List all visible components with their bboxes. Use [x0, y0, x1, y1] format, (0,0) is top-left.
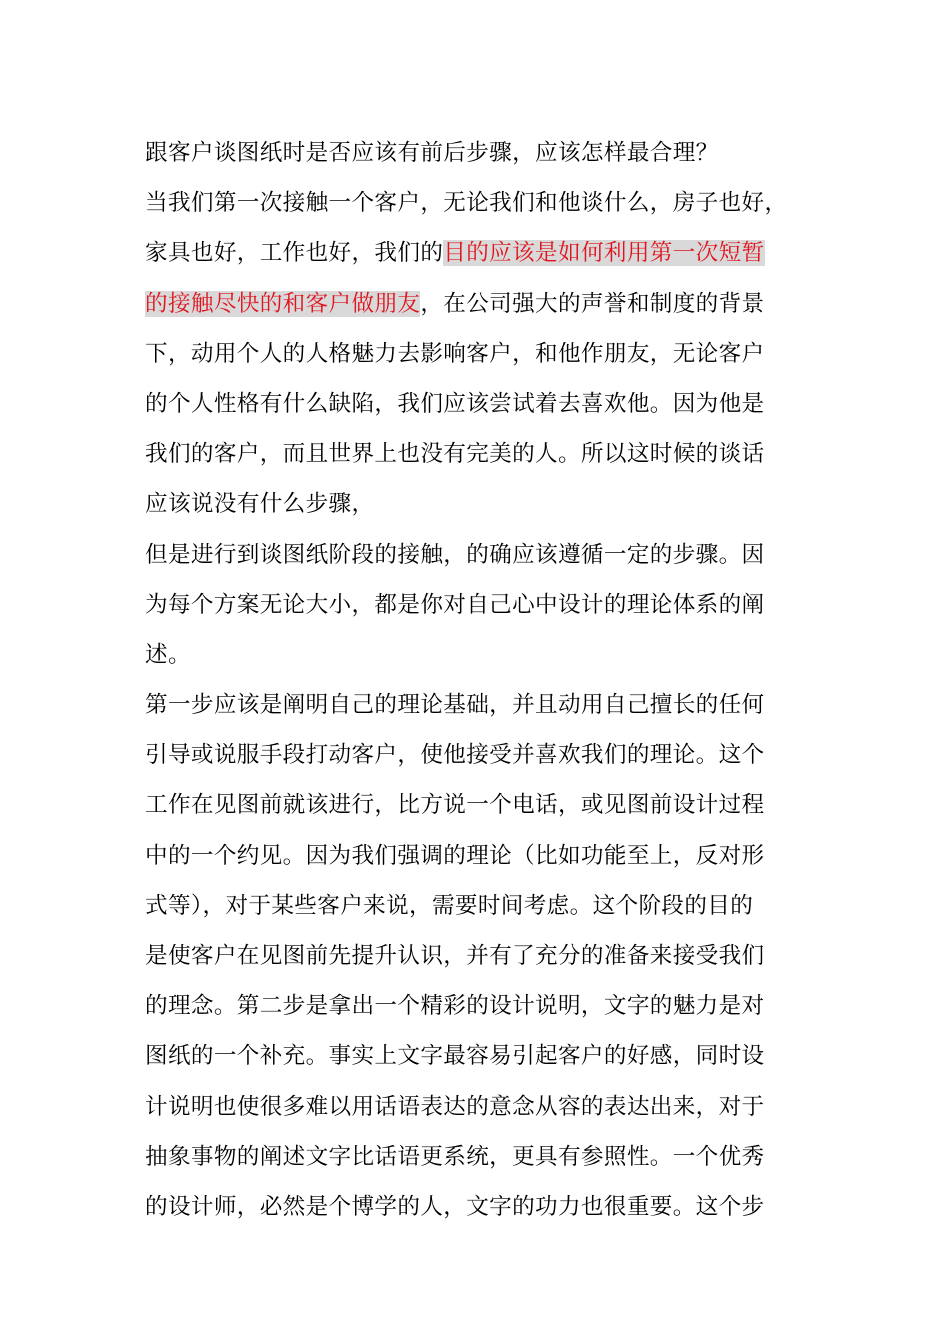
- text-line: [145, 228, 835, 278]
- text-line: [145, 479, 835, 529]
- highlighted-text: 目的应该是如何利用第一次短暂: [443, 240, 765, 267]
- text-line: [145, 1031, 835, 1081]
- text-line: [145, 580, 835, 630]
- document-body: [145, 128, 835, 1232]
- text-run: 抽象事物的阐述文字比话语更系统，更具有参照性。一个优秀: [145, 1143, 765, 1170]
- text-run: 当我们第一次接触一个客户，无论我们和他谈什么，房子也好，: [145, 190, 788, 217]
- text-run: 引导或说服手段打动客户，使他接受并喜欢我们的理论。这个: [145, 742, 765, 769]
- text-line: [145, 530, 835, 580]
- text-line: [145, 981, 835, 1031]
- text-line: [145, 831, 835, 881]
- text-line: [145, 1132, 835, 1182]
- text-run: 我们的客户，而且世界上也没有完美的人。所以这时候的谈话: [145, 441, 765, 468]
- highlighted-text: 的接触尽快的和客户做朋友: [145, 290, 421, 317]
- text-run: 的设计师，必然是个博学的人，文字的功力也很重要。这个步: [145, 1193, 765, 1220]
- text-run: 但是进行到谈图纸阶段的接触，的确应该遵循一定的步骤。因: [145, 541, 765, 568]
- text-line: [145, 881, 835, 931]
- text-line: [145, 128, 835, 178]
- text-run: 下，动用个人的人格魅力去影响客户，和他作朋友，无论客户: [145, 340, 765, 367]
- text-line: [145, 780, 835, 830]
- text-line: [145, 279, 835, 329]
- text-line: [145, 730, 835, 780]
- text-line: [145, 1182, 835, 1232]
- text-line: [145, 379, 835, 429]
- text-run: ，在公司强大的声誉和制度的背景: [420, 290, 765, 317]
- text-run: 的理念。第二步是拿出一个精彩的设计说明，文字的魅力是对: [145, 993, 765, 1020]
- text-line: [145, 329, 835, 379]
- text-line: [145, 429, 835, 479]
- text-run: 工作在见图前就该进行，比方说一个电话，或见图前设计过程: [145, 792, 765, 819]
- text-run: 计说明也使很多难以用话语表达的意念从容的表达出来，对于: [145, 1093, 765, 1120]
- text-line: [145, 931, 835, 981]
- text-run: 第一步应该是阐明自己的理论基础，并且动用自己擅长的任何: [145, 692, 765, 719]
- text-run: 家具也好，工作也好，我们的: [145, 240, 444, 267]
- text-line: [145, 680, 835, 730]
- text-run: 应该说没有什么步骤，: [145, 491, 375, 518]
- text-run: 述。: [145, 641, 191, 668]
- text-line: [145, 178, 835, 228]
- text-run: 的个人性格有什么缺陷，我们应该尝试着去喜欢他。因为他是: [145, 390, 765, 417]
- text-run: 是使客户在见图前先提升认识，并有了充分的准备来接受我们: [145, 943, 765, 969]
- text-line: [145, 630, 835, 680]
- text-run: 为每个方案无论大小，都是你对自己心中设计的理论体系的阐: [145, 591, 765, 618]
- text-run: 跟客户谈图纸时是否应该有前后步骤，应该怎样最合理？: [145, 140, 719, 166]
- text-run: 图纸的一个补充。事实上文字最容易引起客户的好感，同时设: [145, 1043, 765, 1070]
- text-line: [145, 1082, 835, 1132]
- text-run: 中的一个约见。因为我们强调的理论（比如功能至上，反对形: [145, 842, 765, 869]
- text-run: 式等），对于某些客户来说，需要时间考虑。这个阶段的目的: [145, 892, 754, 919]
